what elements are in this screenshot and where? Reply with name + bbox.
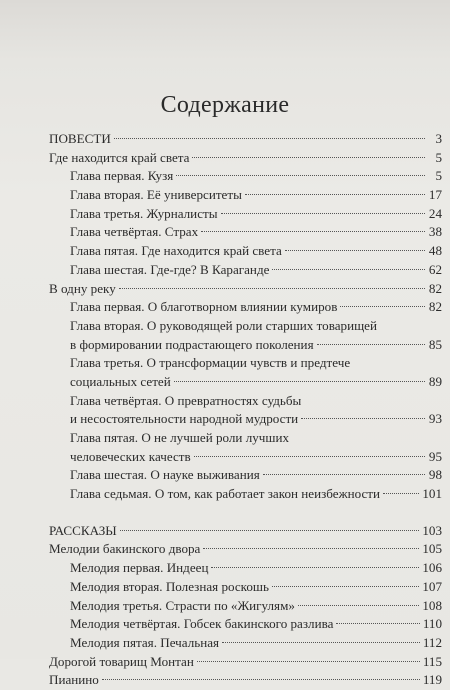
toc-chapter-entry (70, 223, 442, 242)
toc-page-number: 48 (428, 243, 442, 259)
toc-entry-title: Глава четвёртая. Страх (70, 224, 199, 240)
toc-line (70, 485, 442, 504)
toc-chapter-entry (70, 485, 442, 504)
toc-chapter-entry (70, 429, 442, 466)
toc-page-number: 62 (428, 261, 442, 277)
toc-line (70, 410, 442, 429)
dot-leader (120, 530, 420, 531)
toc-entry-title: Дорогой товарищ Монтан (49, 653, 194, 669)
dot-leader (174, 381, 425, 382)
toc-page-number: 82 (428, 280, 442, 296)
toc-section-entry (49, 671, 442, 690)
toc-entry-title: Глава третья. Журналисты (70, 205, 218, 221)
toc-section-entry (49, 130, 442, 149)
dot-leader (245, 194, 425, 195)
dot-leader (340, 306, 425, 307)
toc-line (49, 149, 442, 168)
dot-leader (383, 493, 419, 494)
toc-entry-title: ПОВЕСТИ (49, 131, 111, 146)
toc-chapter-entry (70, 634, 442, 653)
dot-leader (263, 474, 425, 475)
toc-entry-title: Мелодия первая. Индеец (70, 560, 209, 576)
toc-entry-title: Мелодии бакинского двора (49, 541, 201, 557)
toc-line (70, 597, 442, 616)
toc-line (70, 466, 442, 485)
page-title: Содержание (160, 92, 290, 118)
toc-entry-title: Где находится край света (49, 149, 190, 165)
toc-page-number: 85 (428, 336, 442, 352)
toc-entry-title: Пианино (49, 672, 99, 688)
toc-line (70, 354, 442, 373)
toc-entry-title: и несостоятельности народной мудрости (70, 411, 299, 427)
toc-entry-title: Мелодия вторая. Полезная роскошь (70, 578, 269, 594)
toc-chapter-entry (70, 261, 442, 280)
toc-entry-title: Глава третья. О трансформации чувств и предтече (70, 355, 351, 371)
toc-chapter-entry (70, 597, 442, 616)
toc-chapter-entry (70, 392, 442, 429)
toc-page-number: 5 (435, 149, 442, 165)
toc-line (70, 578, 442, 597)
toc-line (70, 448, 442, 467)
toc-line (49, 653, 442, 672)
toc-chapter-entry (70, 242, 442, 261)
toc-page-number: 5 (435, 168, 442, 184)
toc-entry-title: социальных сетей (70, 373, 171, 389)
toc-page-number: 98 (428, 467, 442, 483)
toc-chapter-entry (70, 205, 442, 224)
toc-line (49, 130, 442, 149)
toc-chapter-entry (70, 317, 442, 354)
toc-line (49, 671, 442, 690)
toc-entry-title: Глава седьмая. О том, как работает закон неизбежности (70, 486, 381, 502)
toc-entry-title: в формировании подрастающего поколения (70, 336, 314, 352)
dot-leader (203, 548, 419, 549)
toc-page-number: 105 (422, 541, 442, 557)
dot-leader (301, 418, 425, 419)
dot-leader (197, 661, 420, 662)
toc-line (70, 429, 442, 448)
toc-line (70, 317, 442, 336)
toc-entry-title: Глава вторая. О руководящей роли старших товарищей (70, 317, 377, 333)
toc-chapter-entry (70, 466, 442, 485)
toc-entry-title: В одну реку (49, 280, 116, 296)
toc-line (70, 634, 442, 653)
toc-entry-title: РАССКАЗЫ (49, 522, 117, 538)
toc-page-number: 93 (428, 411, 442, 427)
toc-section-entry (49, 149, 442, 168)
toc-entry-title: Глава пятая. Где находится край света (70, 243, 282, 259)
toc-line (49, 522, 442, 541)
dot-leader (336, 623, 419, 624)
toc-line (70, 261, 442, 280)
toc-page-number: 103 (422, 522, 442, 538)
toc-page-number: 112 (422, 634, 442, 650)
toc-page-number: 82 (428, 299, 442, 315)
toc-entry-title: Мелодия пятая. Печальная (70, 634, 220, 650)
toc-entry-title: Глава пятая. О не лучшей роли лучших (70, 430, 290, 445)
toc-page-number: 115 (422, 653, 442, 669)
toc-line (70, 615, 442, 634)
toc-entry-title: Глава первая. Кузя (70, 168, 174, 184)
dot-leader (285, 250, 425, 251)
toc-page-number: 119 (422, 672, 442, 688)
toc-chapter-entry (70, 615, 442, 634)
toc-line (49, 540, 442, 559)
toc-page-number: 106 (422, 560, 442, 576)
toc-entry-title: Глава шестая. Где-где? В Караганде (70, 261, 270, 277)
toc-line (70, 298, 442, 317)
dot-leader (102, 679, 420, 680)
dot-leader (221, 213, 425, 214)
toc-page-number: 38 (428, 224, 442, 240)
dot-leader (298, 605, 419, 606)
toc-page-number: 101 (422, 486, 442, 502)
dot-leader (211, 567, 419, 568)
toc-line (70, 242, 442, 261)
toc-line (70, 559, 442, 578)
toc-page-number: 110 (422, 616, 442, 632)
toc-section-entry (49, 540, 442, 559)
toc-line (70, 336, 442, 355)
toc-chapter-entry (70, 354, 442, 391)
toc-entry-title: Глава первая. О благотворном влиянии кумиров (70, 299, 338, 315)
toc-entry-title: Мелодия третья. Страсти по «Жигулям» (70, 597, 295, 613)
toc-chapter-entry (70, 559, 442, 578)
toc-chapter-entry (70, 186, 442, 205)
toc-page-number: 107 (422, 578, 442, 594)
toc-line (70, 186, 442, 205)
toc-entry-title: человеческих качеств (70, 448, 191, 464)
toc-page-number: 24 (428, 205, 442, 221)
toc-section-entry (49, 653, 442, 672)
toc-chapter-entry (70, 578, 442, 597)
toc-entry-title: Глава четвёртая. О превратностях судьбы (70, 392, 302, 408)
dot-leader (194, 456, 425, 457)
toc-page-number: 95 (428, 448, 442, 464)
table-of-contents (49, 130, 442, 690)
dot-leader (272, 586, 419, 587)
toc-line (70, 223, 442, 242)
dot-leader (317, 344, 425, 345)
section-gap (49, 504, 442, 522)
toc-line (70, 373, 442, 392)
toc-chapter-entry (70, 167, 442, 186)
toc-entry-title: Глава вторая. Её университеты (70, 187, 242, 203)
dot-leader (119, 288, 425, 289)
toc-line (70, 167, 442, 186)
toc-page-number: 17 (428, 187, 442, 203)
toc-page-number: 108 (422, 597, 442, 613)
dot-leader (176, 175, 425, 176)
dot-leader (272, 269, 425, 270)
toc-entry-title: Глава шестая. О науке выживания (70, 467, 260, 483)
toc-chapter-entry (70, 298, 442, 317)
toc-line (49, 280, 442, 299)
dot-leader (201, 231, 425, 232)
toc-line (70, 205, 442, 224)
dot-leader (192, 157, 425, 158)
toc-line (70, 392, 442, 411)
toc-section-entry (49, 280, 442, 299)
toc-page-number: 89 (428, 373, 442, 389)
toc-section-entry (49, 522, 442, 541)
toc-page-number: 3 (435, 131, 442, 146)
toc-entry-title: Мелодия четвёртая. Гобсек бакинского разлива (70, 616, 334, 632)
dot-leader (114, 138, 425, 139)
dot-leader (222, 642, 420, 643)
